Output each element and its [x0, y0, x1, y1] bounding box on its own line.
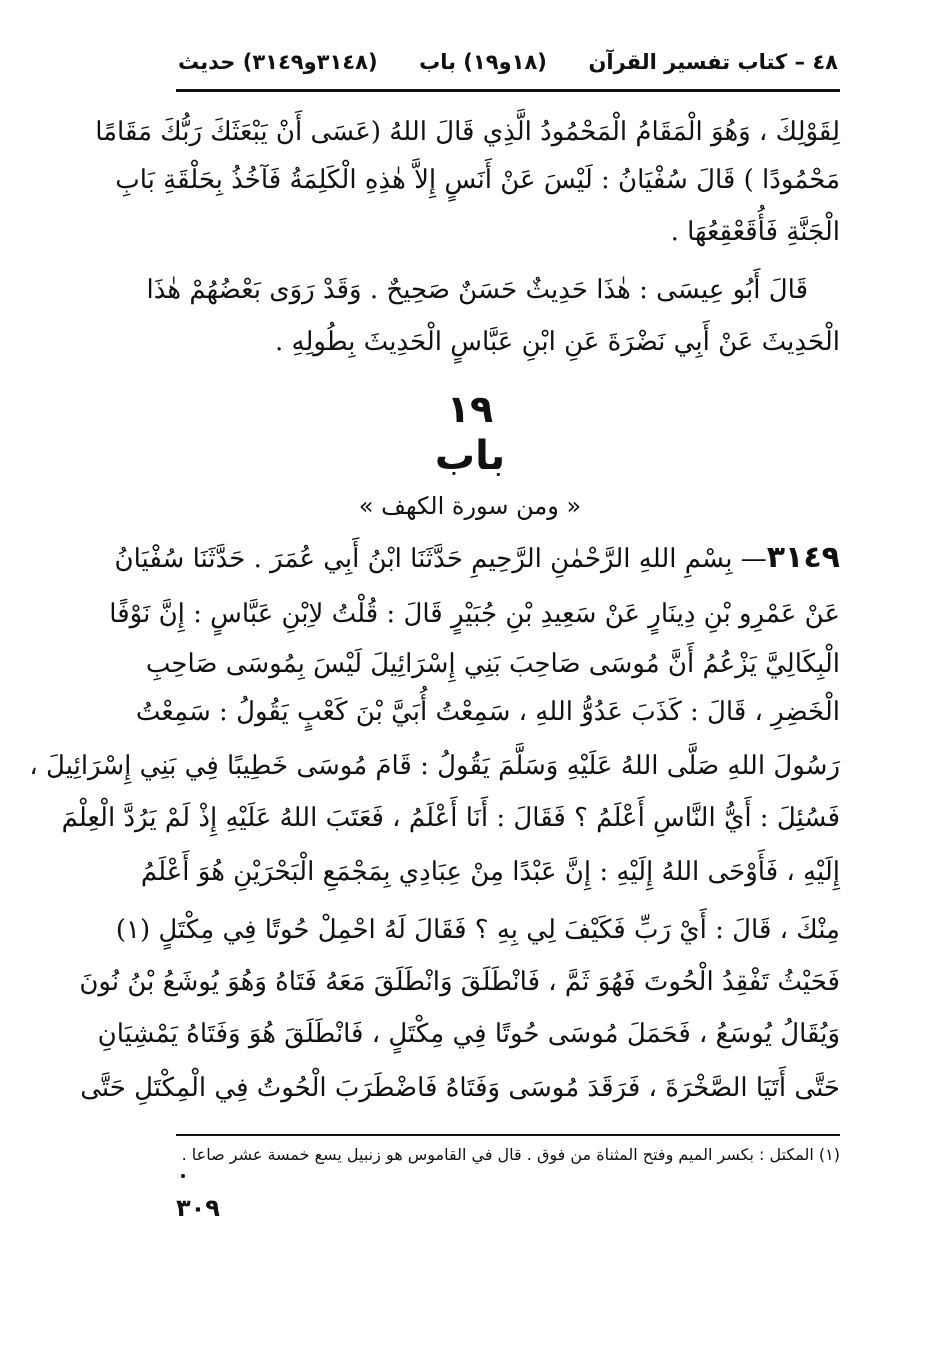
footnote-divider [176, 1134, 840, 1136]
header-page-label: ٤٨ – كتاب تفسير القرآن [588, 50, 838, 74]
page-number: ٣٠٩ [176, 1194, 220, 1222]
hadith-line-text: — بِسْمِ اللهِ الرَّحْمٰنِ الرَّحِيمِ حَدَّثَنَا ابْنُ أَبِي عُمَرَ . حَدَّثَنَا سُفْيَانُ [114, 544, 767, 574]
text-line: وَيُقَالُ يُوسَعُ ، فَحَمَلَ مُوسَى حُوتًا فِي مِكْتَلٍ ، فَانْطَلَقَ هُوَ وَفَتَاهُ يَمْشِيَانِ [97, 1019, 840, 1049]
running-header [178, 42, 838, 82]
footnote-dot [181, 1174, 185, 1178]
text-line: الْجَنَّةِ فَأُقَعْقِعُهَا . [670, 217, 840, 247]
text-line: رَسُولَ اللهِ صَلَّى اللهُ عَلَيْهِ وَسَلَّمَ يَقُولُ : قَامَ مُوسَى خَطِيبًا فِي بَنِي إِسْرَائِيلَ ، [29, 751, 840, 781]
text-line: فَسُئِلَ : أَيُّ النَّاسِ أَعْلَمُ ؟ فَقَالَ : أَنَا أَعْلَمُ ، فَعَتَبَ اللهُ عَلَيْهِ إِذْ لَمْ يَرُدَّ الْعِلْمَ [61, 803, 840, 833]
text-line: قَالَ أَبُو عِيسَى : هٰذَا حَدِيثٌ حَسَنٌ صَحِيحٌ . وَقَدْ رَوَى بَعْضُهُمْ هٰذَا [146, 275, 808, 305]
header-divider [176, 89, 840, 92]
text-line: لِقَوْلِكَ ، وَهُوَ الْمَقَامُ الْمَحْمُودُ الَّذِي قَالَ اللهُ (عَسَى أَنْ يَبْعَثَكَ رَبُّكَ مَقَامًا [95, 117, 840, 147]
header-hadith-range: (٣١٤٨و٣١٤٩) حديث [178, 50, 378, 74]
footnote: (١) المكتل : بكسر الميم وفتح المثناة من فوق . قال في القاموس هو زنبيل يسع خمسة عشر صاعا . [181, 1145, 840, 1164]
chapter-title: باب [434, 433, 506, 479]
text-line: الْحَدِيثَ عَنْ أَبِي نَضْرَةَ عَنِ ابْنِ عَبَّاسٍ الْحَدِيثَ بِطُولِهِ . [275, 327, 840, 357]
chapter-subtitle: « ومن سورة الكهف » [358, 492, 582, 520]
text-line: مِنْكَ ، قَالَ : أَيْ رَبِّ فَكَيْفَ لِي بِهِ ؟ فَقَالَ لَهُ احْمِلْ حُوتًا فِي مِكْتَلٍ (١) [115, 915, 840, 945]
text-line: حَتَّى أَتَيَا الصَّخْرَةَ ، فَرَقَدَ مُوسَى وَفَتَاهُ فَاضْطَرَبَ الْحُوتُ فِي الْمِكْتَلِ حَتَّى [80, 1073, 840, 1103]
header-chapter-range: (١٨و١٩) باب [419, 50, 547, 74]
text-line: الْبِكَالِيَّ يَزْعُمُ أَنَّ مُوسَى صَاحِبَ بَنِي إِسْرَائِيلَ لَيْسَ بِمُوسَى صَاحِبِ [145, 649, 840, 679]
chapter-number: ١٩ [446, 387, 494, 431]
text-line: مَحْمُودًا ) قَالَ سُفْيَانُ : لَيْسَ عَنْ أَنَسٍ إِلاَّ هٰذِهِ الْكَلِمَةُ فَآخُذُ بِحَلْقَةِ بَابِ [115, 165, 840, 195]
text-line: إِلَيْهِ ، فَأَوْحَى اللهُ إِلَيْهِ : إِنَّ عَبْدًا مِنْ عِبَادِي بِمَجْمَعِ الْبَحْرَيْنِ هُوَ أَعْلَمُ [140, 857, 840, 887]
text-line: عَنْ عَمْرِو بْنِ دِينَارٍ عَنْ سَعِيدِ بْنِ جُبَيْرٍ قَالَ : قُلْتُ لاِبْنِ عَبَّاسٍ : إِنَّ نَوْفًا [109, 599, 840, 629]
hadith-number: ٣١٤٩ [766, 540, 840, 575]
hadith-first-line [114, 538, 840, 582]
text-line: فَحَيْثُ تَفْقِدُ الْحُوتَ فَهُوَ ثَمَّ ، فَانْطَلَقَ وَانْطَلَقَ مَعَهُ فَتَاهُ وَهُوَ يُوشَعُ بْنُ نُونَ [79, 967, 840, 997]
text-line: الْخَضِرِ ، قَالَ : كَذَبَ عَدُوُّ اللهِ ، سَمِعْتُ أُبَيَّ بْنَ كَعْبٍ يَقُولُ : سَمِعْتُ [135, 697, 840, 727]
